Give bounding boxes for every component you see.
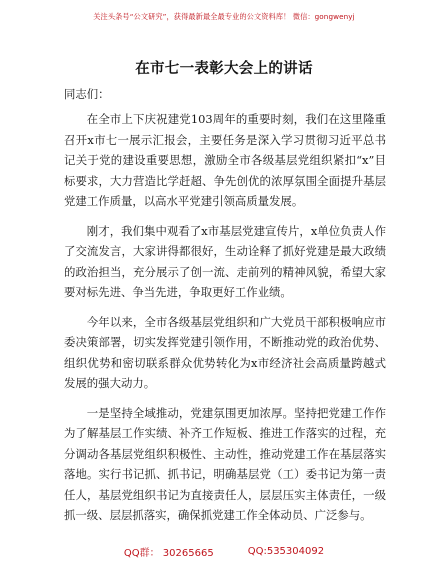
header-banner: 关注头条号“公文研究”，获得最新最全最专业的公文资料库！ 微信：gongwenyj <box>93 12 355 21</box>
footer-qq-contact: QQ:535304092 <box>247 545 325 557</box>
footer-qq-group: QQ群： 30265665 <box>123 547 214 559</box>
paragraph: 在全市上下庆祝建党103周年的重要时刻，我们在这里隆重召开x市七一展示汇报会，主要任务是深入学习贯彻习近平总书记关于党的建设重要思想，激励全市各级基层党组织紧扣“x”目标要求，大力营造比学赶超、争先创优的浓厚氛围全面提升基层党建工作质量，以高水平党建引领高质量发展。 <box>64 112 386 208</box>
paragraph: 一是坚持全域推动，党建氛围更加浓厚。坚持把党建工作作为了解基层工作实绩、补齐工作短板、推进工作落实的过程，充分调动各基层党组织积极性、主动性，推动党建工作在基层落实落地。实行书记抓、抓书记，明确基层党（工）委书记为第一责任人，基层党组织书记为直接责任人，层层压实主体责任，一级抓一级、层层抓落实，确保抓党建工作全体动员、广泛参与。 <box>64 405 386 522</box>
paragraph: 今年以来，全市各级基层党组织和广大党员干部积极响应市委决策部署，切实发挥党建引领作用，不断推动党的政治优势、组织优势和密切联系群众优势转化为x市经济社会高质量跨越式发展的强大动力。 <box>64 314 386 390</box>
salutation: 同志们： <box>64 87 110 101</box>
page-title: 在市七一表彰大会上的讲话 <box>135 61 313 77</box>
paragraph: 刚才，我们集中观看了x市基层党建宣传片，x单位负责人作了交流发言，大家讲得都很好，生动诠释了抓好党建是最大政绩的政治担当，充分展示了创一流、走前列的精神风貌，希望大家要对标先进、争当先进，争取更好工作业绩。 <box>64 223 386 299</box>
footer-bar <box>0 540 448 562</box>
document-body <box>64 109 386 535</box>
